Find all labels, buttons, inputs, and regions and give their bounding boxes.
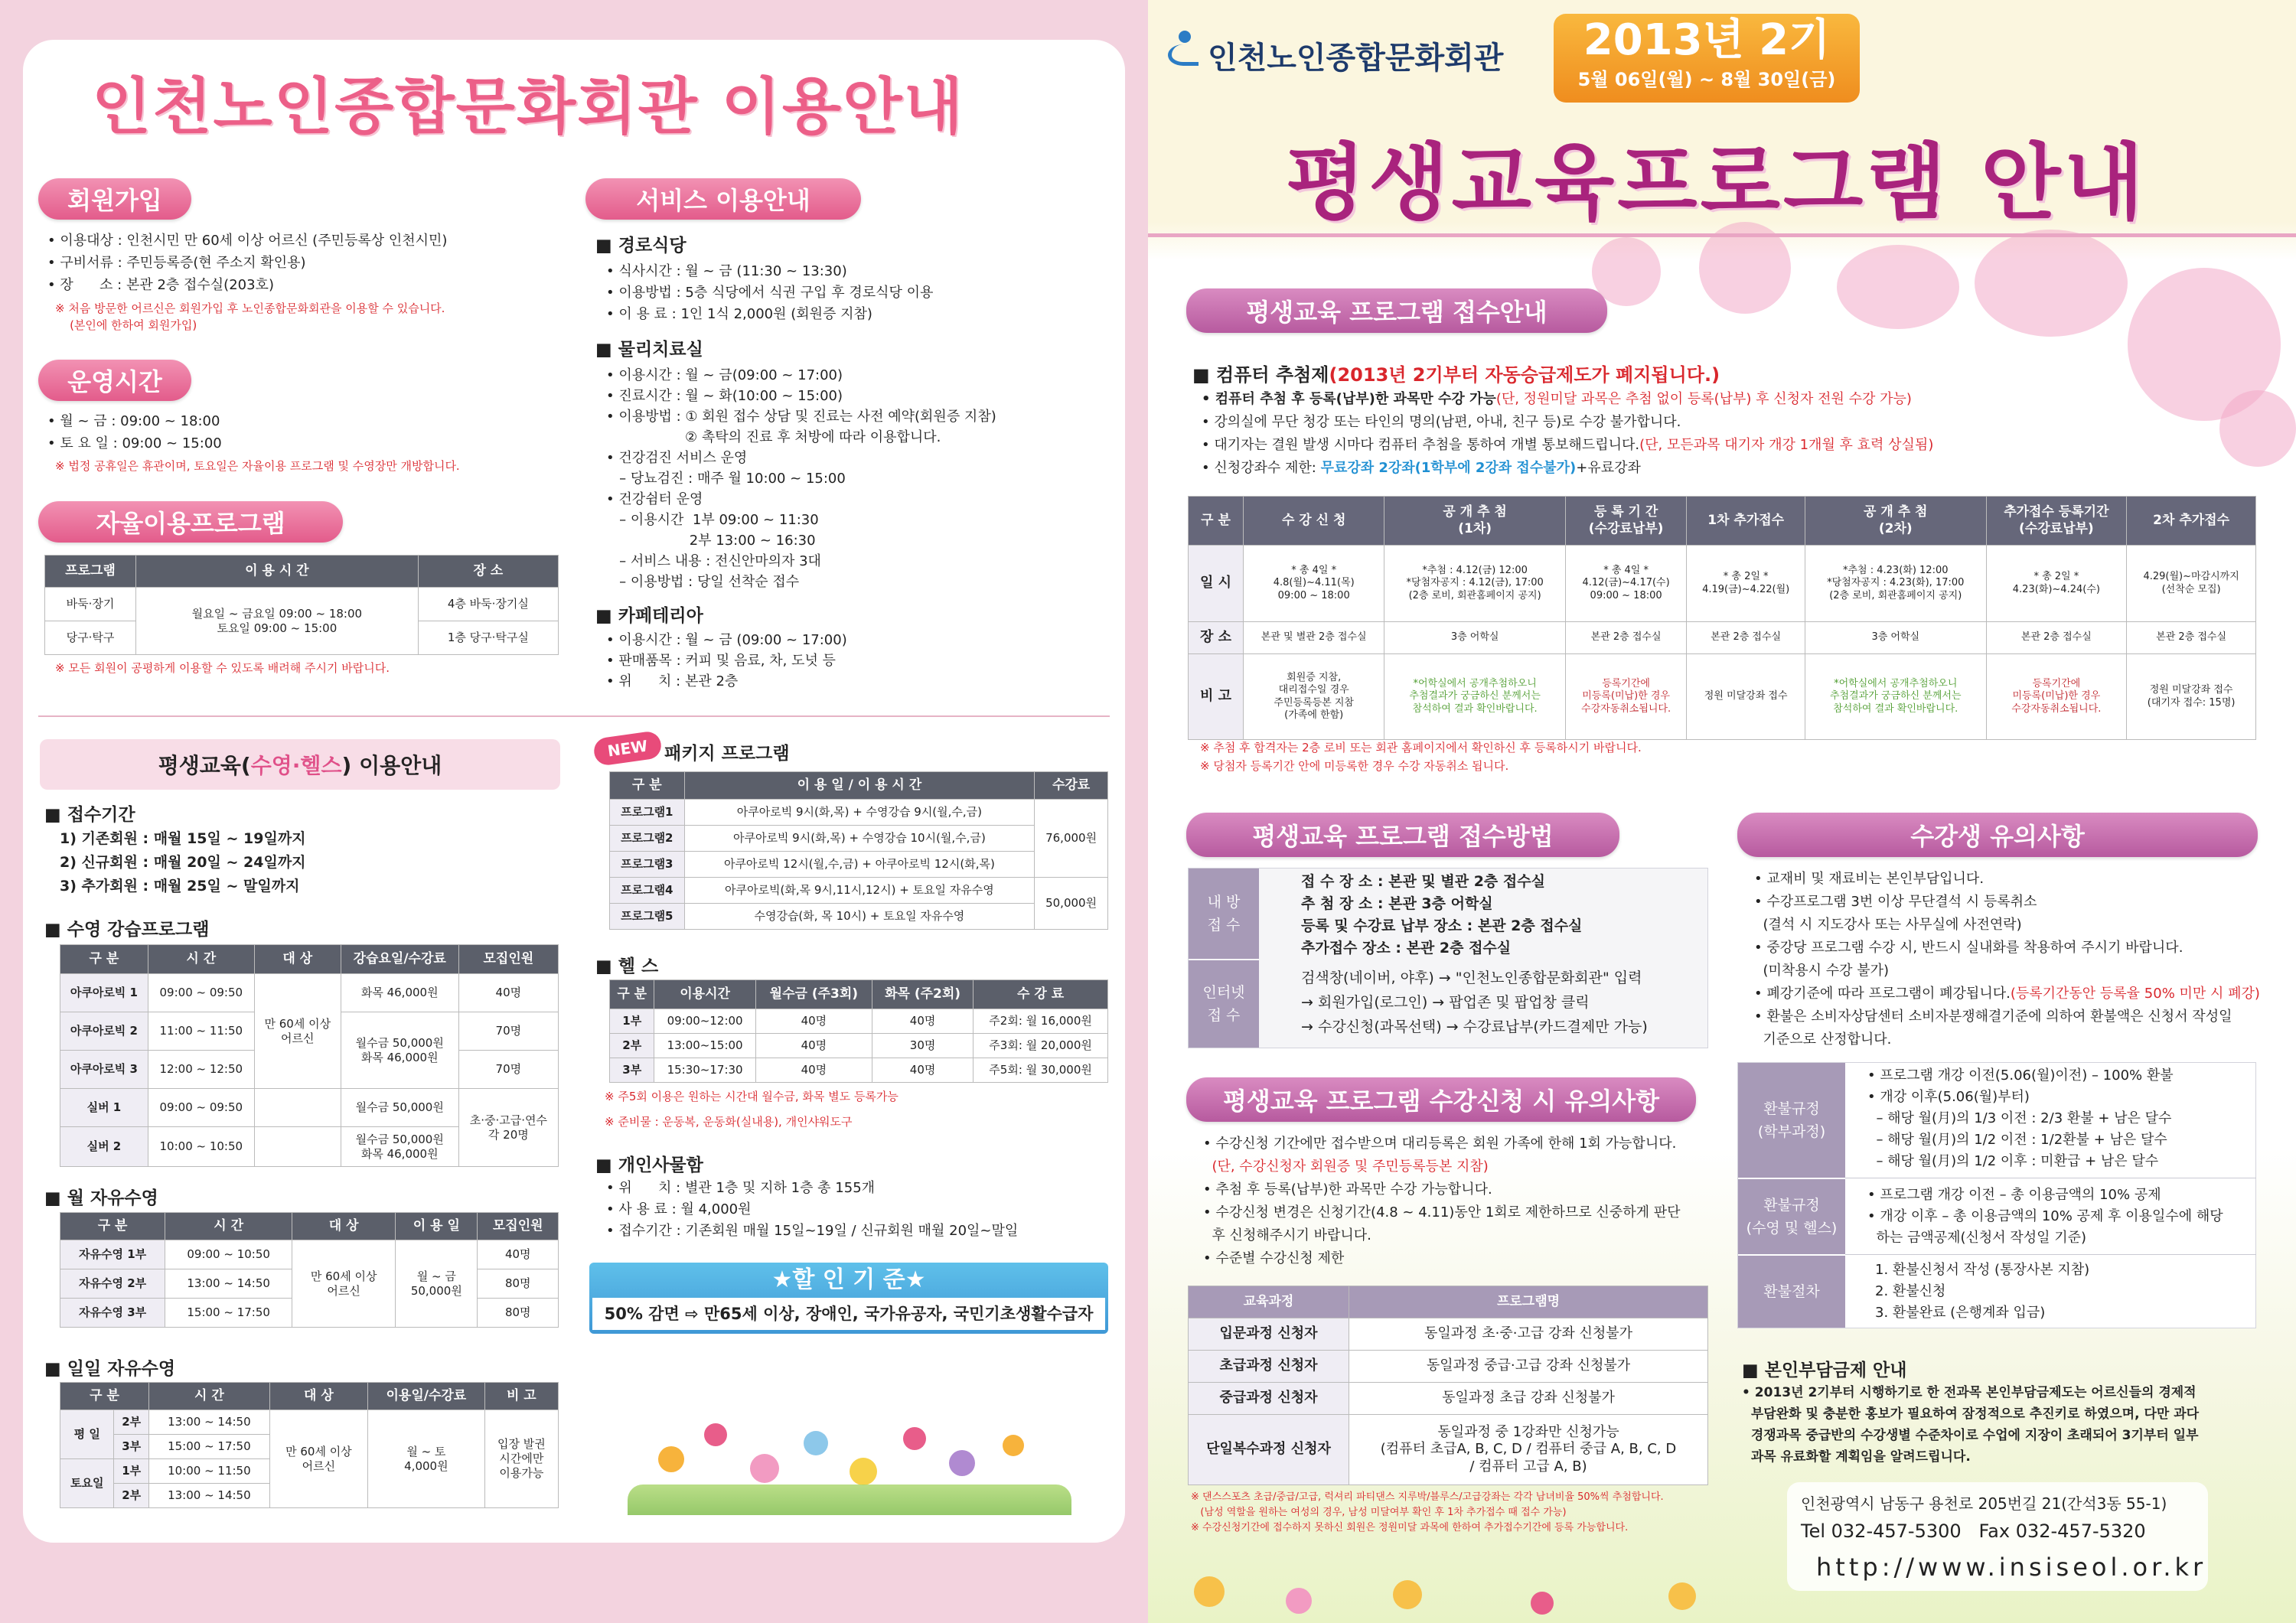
term-title: 2013년 2기 [1583, 15, 1831, 65]
table-cell: 09:00 ~ 09:50 [148, 974, 254, 1012]
table-cell: 동일과정 초급 강좌 신청불가 [1349, 1383, 1708, 1415]
cafe-title: ■ 카페테리아 [595, 606, 703, 626]
health-table [609, 979, 1108, 1083]
reg-line: 1) 기존회원 : 매월 15일 ~ 19일까지 [60, 830, 306, 847]
col-header: 이 용 시 간 [136, 556, 419, 588]
col-header: 구 분 [610, 980, 654, 1009]
phone-fax: Tel 032-457-5300 Fax 032-457-5320 [1801, 1520, 2146, 1542]
table-cell: 초급과정 신청자 [1189, 1351, 1349, 1383]
col-header: 등 록 기 간 (수강료납부) [1565, 497, 1686, 546]
membership-note: ※ 처음 방문한 어르신은 회원가입 후 노인종합문화회관을 이용할 수 있습니다. (본인에 한하여 회원가입) [55, 301, 445, 332]
reg-line: 3) 추가회원 : 매월 25일 ~ 말일까지 [60, 878, 300, 895]
table-cell: 80명 [478, 1299, 559, 1328]
table-cell: 1층 당구·탁구실 [418, 621, 558, 655]
cautions-note: (남성 역할을 원하는 여성의 경우, 남성 미달여부 확인 후 1차 추가접수 때 접수 가능) [1191, 1507, 1567, 1518]
refund2-label: 환불규정 (수영 및 헬스) [1738, 1179, 1845, 1254]
student-line: (미착용시 수강 불가) [1754, 963, 1890, 979]
student-line [1754, 983, 2260, 1005]
col-header: 대 상 [292, 1213, 396, 1240]
table-cell: 등록기간에 미등록(미납)한 경우 수강자동취소됩니다. [1986, 654, 2127, 740]
col-header: 구 분 [60, 1213, 165, 1240]
table-cell: 자유수영 3부 [60, 1299, 165, 1328]
therapy-line: – 서비스 내용 : 전신안마의자 3대 [606, 553, 821, 569]
table-cell: 본관 및 별관 2층 접수실 [1244, 622, 1384, 654]
col-header: 이용일/수강료 [368, 1383, 485, 1410]
table-cell: 10:00 ~ 10:50 [148, 1127, 254, 1167]
col-header: 시 간 [148, 945, 254, 974]
free-use-heading: 자율이용프로그램 [38, 501, 343, 543]
table-cell: 09:00 ~ 09:50 [148, 1089, 254, 1127]
table-cell: 4.29(월)~마감시까지 (선착순 모집) [2127, 546, 2256, 622]
address: 인천광역시 남동구 용천로 205번길 21(간석3동 55-1) [1801, 1494, 2167, 1513]
student-line: • 수강프로그램 3번 이상 무단결석 시 등록취소 [1754, 894, 2037, 910]
table-cell: 만 60세 이상 어르신 [292, 1240, 396, 1328]
caution-line: • 수준별 수강신청 제한 [1203, 1250, 1345, 1266]
col-header: 교육과정 [1189, 1286, 1349, 1318]
level-table [1188, 1286, 1708, 1485]
table-cell: 본관 2층 접수실 [1565, 622, 1686, 654]
cafe-line: • 판매품목 : 커피 및 음료, 차, 도넛 등 [606, 653, 836, 669]
table-cell: 13:00~15:00 [654, 1034, 755, 1058]
table-cell: 1부 [610, 1009, 654, 1034]
table-cell: 10:00 ~ 11:50 [148, 1459, 269, 1484]
table-cell: 입문과정 신청자 [1189, 1318, 1349, 1351]
table-cell: 76,000원 [1035, 800, 1108, 878]
org-name: 인천노인종합문화회관 [1208, 41, 1504, 76]
table-cell: 입장 발권 시간에만 이용가능 [484, 1410, 558, 1508]
lottery-label: ■ 컴퓨터 추첨제 [1192, 364, 1329, 386]
line-highlight: 무료강좌 2강좌(1학부에 2강좌 접수불가) [1320, 460, 1577, 476]
table-cell: 09:00 ~ 10:50 [165, 1240, 292, 1269]
therapy-line: • 진료시간 : 월 ~ 화(10:00 ~ 15:00) [606, 388, 843, 404]
table-cell: 40명 [755, 1009, 872, 1034]
swim-health-heading [40, 739, 560, 790]
discount-text: 50% 감면 ⇨ 만65세 이상, 장애인, 국가유공자, 국민기초생활수급자 [592, 1298, 1105, 1330]
table-cell: 월 ~ 금 50,000원 [396, 1240, 478, 1328]
table-cell: 50,000원 [1035, 878, 1108, 930]
table-cell: 13:00 ~ 14:50 [148, 1410, 269, 1435]
table-cell: 본관 2층 접수실 [2127, 622, 2256, 654]
month-swim-table [60, 1212, 559, 1328]
students-heading: 수강생 유의사항 [1737, 813, 2258, 857]
hours-heading: 운영시간 [38, 360, 191, 401]
reception-line [1202, 457, 1641, 479]
table-cell: 70명 [458, 1012, 558, 1051]
therapy-line: • 건강검진 서비스 운영 [606, 450, 748, 466]
dining-line: • 식사시간 : 월 ~ 금 (11:30 ~ 13:30) [606, 263, 847, 279]
table-cell: 평 일 [60, 1410, 114, 1459]
table-cell: 일 시 [1189, 546, 1244, 622]
table-cell: 3부 [114, 1435, 149, 1459]
table-cell: 2부 [114, 1484, 149, 1508]
table-cell: 자유수영 1부 [60, 1240, 165, 1269]
col-header: 모집인원 [458, 945, 558, 974]
table-cell: 월수금 50,000원 [341, 1089, 458, 1127]
table-cell: 단일복수과정 신청자 [1189, 1415, 1349, 1485]
day-swim-table [60, 1382, 559, 1508]
copay-text: • 2013년 2기부터 시행하기로 한 전과목 본인부담금제도는 어르신들의 경제적 부담완화 및 충분한 홍보가 필요하여 잠정적으로 추진키로 하였으며, 다만 과다 경쟁과목 중급반의 수강생별 수준차이로 수업에 지장이 초래되어 3기부터 일부 과목 유료화할 계획임을 알려드립니다. [1742, 1385, 2200, 1465]
membership-line: • 이용대상 : 인천시민 만 60세 이상 어르신 (주민등록상 인천시민) [47, 233, 448, 249]
membership-line: • 구비서류 : 주민등록증(현 주소지 확인용) [47, 255, 306, 271]
discount-title: ★할 인 기 준★ [771, 1266, 926, 1293]
table-cell: 본관 2층 접수실 [1687, 622, 1805, 654]
therapy-line: – 이용시간 1부 09:00 ~ 11:30 [606, 512, 819, 528]
table-cell: 40명 [458, 974, 558, 1012]
caution-line: • 추첨 후 등록(납부)한 과목만 수강 가능합니다. [1203, 1181, 1492, 1198]
cautions-note: ※ 수강신청기간에 접수하지 못하신 회원은 정원미달 과목에 한하여 추가접수기간에 등록 가능합니다. [1191, 1522, 1629, 1533]
table-cell: 당구·탁구 [45, 621, 136, 655]
col-header: 구 분 [60, 1383, 149, 1410]
table-cell: 만 60세 이상 어르신 [269, 1410, 367, 1508]
col-header: 2차 추가접수 [2127, 497, 2256, 546]
col-header: 1차 추가접수 [1687, 497, 1805, 546]
table-cell: 비 고 [1189, 654, 1244, 740]
col-header: 구 분 [60, 945, 148, 974]
table-cell: 회원증 지참, 대리접수일 경우 주민등록등본 지참 (가족에 한함) [1244, 654, 1384, 740]
therapy-line: – 이용방법 : 당일 선착순 접수 [606, 574, 800, 590]
lesson-title: ■ 수영 강습프로그램 [44, 920, 210, 940]
health-note: ※ 준비물 : 운동복, 운동화(실내용), 개인샤워도구 [605, 1115, 853, 1129]
refund1-line: – 해당 월(月)의 1/2 이후 : 미환급 + 남은 달수 [1867, 1153, 2159, 1169]
caution-line: 후 신청해주시기 바랍니다. [1203, 1227, 1371, 1243]
table-cell: 월요일 ~ 금요일 09:00 ~ 18:00 토요일 09:00 ~ 15:00 [136, 588, 419, 655]
table-cell: 아쿠아로빅 2 [60, 1012, 148, 1051]
visit-line: 등록 및 수강료 납부 장소 : 본관 2층 접수실 [1301, 917, 1583, 934]
table-cell: 80명 [478, 1269, 559, 1299]
table-cell: *추첨 : 4.12(금) 12:00 *당첨자공지 : 4.12(금), 17:00 (2층 로비, 회관홈페이지 공지) [1384, 546, 1565, 622]
refund2-line: • 프로그램 개강 이전 – 총 이용금액의 10% 공제 [1867, 1187, 2161, 1203]
col-header: 구 분 [610, 772, 685, 800]
table-cell: 만 60세 이상 어르신 [254, 974, 341, 1089]
new-badge: NEW [592, 730, 663, 767]
hours-line: • 월 ~ 금 : 09:00 ~ 18:00 [47, 413, 220, 429]
table-cell: 15:00 ~ 17:50 [148, 1435, 269, 1459]
table-cell: 주3회: 월 20,000원 [974, 1034, 1108, 1058]
table-cell: 40명 [872, 1009, 974, 1034]
col-header: 모집인원 [478, 1213, 559, 1240]
heading-highlight: 수영·헬스 [250, 753, 342, 778]
col-header: 월수금 (주3회) [755, 980, 872, 1009]
table-cell: 아쿠아로빅(화,목 9시,11시,12시) + 토요일 자유수영 [684, 878, 1035, 904]
col-header: 프로그램명 [1349, 1286, 1708, 1318]
visit-line: 접 수 장 소 : 본관 및 별관 2층 접수실 [1301, 873, 1545, 890]
cafe-line: • 위 치 : 본관 2층 [606, 673, 739, 689]
col-header: 수 강 신 청 [1244, 497, 1384, 546]
visit-line: 추가접수 장소 : 본관 2층 접수실 [1301, 940, 1512, 957]
refund1-label: 환불규정 (학부과정) [1738, 1063, 1845, 1178]
dining-line: • 이 용 료 : 1인 1식 2,000원 (회원증 지참) [606, 306, 872, 322]
reception-line: • 강의실에 무단 청강 또는 타인의 명의(남편, 아내, 친구 등)로 수강 불가합니다. [1202, 414, 1681, 430]
reception-note: ※ 추첨 후 합격자는 2층 로비 또는 회관 홈페이지에서 확인하신 후 등록하시기 바랍니다. [1200, 741, 1642, 754]
table-cell: 40명 [872, 1058, 974, 1083]
health-title: ■ 헬 스 [595, 957, 659, 976]
col-header: 화목 (주2회) [872, 980, 974, 1009]
therapy-line: • 건강쉼터 운영 [606, 491, 703, 507]
line-text: • 대기자는 결원 발생 시마다 컴퓨터 추첨을 통하여 개별 통보해드립니다. [1202, 437, 1640, 453]
table-cell: 동일과정 중 1강좌만 신청가능 (컴퓨터 초급A, B, C, D / 컴퓨터 중급 A, B, C, D / 컴퓨터 고급 A, B) [1349, 1415, 1708, 1485]
col-header: 공 개 추 첨 (2차) [1805, 497, 1986, 546]
package-table [609, 771, 1108, 930]
therapy-line: 2부 13:00 ~ 16:30 [606, 533, 816, 549]
table-cell: 정원 미달강좌 접수 (대기자 접수: 15명) [2127, 654, 2256, 740]
table-cell: 아쿠아로빅 12시(월,수,금) + 아쿠아로빅 12시(화,목) [684, 852, 1035, 878]
dining-line: • 이용방법 : 5층 식당에서 식권 구입 후 경로식당 이용 [606, 285, 934, 301]
table-cell: *추첨 : 4.23(화) 12:00 *당첨자공지 : 4.23(화), 17:00 (2층 로비, 회관홈페이지 공지) [1805, 546, 1986, 622]
refund2-line: • 개강 이후 – 총 이용금액의 10% 공제 후 이용일수에 해당 [1867, 1208, 2223, 1224]
refund2-line: 하는 금액공제(신청서 작성일 기준) [1867, 1230, 2087, 1246]
table-cell: 자유수영 2부 [60, 1269, 165, 1299]
lottery-notice: (2013년 2기부터 자동승급제도가 폐지됩니다.) [1329, 364, 1720, 386]
table-cell: 3층 어학실 [1384, 622, 1565, 654]
therapy-title: ■ 물리치료실 [595, 340, 703, 360]
flower-decoration [628, 1400, 1071, 1523]
refund1-line: – 해당 월(月)의 1/3 이전 : 2/3 환불 + 남은 달수 [1867, 1110, 2172, 1126]
table-cell: 2부 [114, 1410, 149, 1435]
table-cell: 초·중·고급·연수 각 20명 [458, 1089, 558, 1167]
section-divider [38, 715, 1110, 717]
table-cell: 40명 [478, 1240, 559, 1269]
therapy-line: • 이용방법 : ① 회원 접수 상담 및 진료는 사전 예약(회원증 지참) [606, 409, 996, 425]
col-header: 시 간 [165, 1213, 292, 1240]
free-use-note: ※ 모든 회원이 공평하게 이용할 수 있도록 배려해 주시기 바랍니다. [55, 661, 390, 675]
table-cell: *어학실에서 공개추첨하오니 추첨결과가 궁금하신 분께서는 참석하여 결과 확인바랍니다. [1805, 654, 1986, 740]
therapy-line: • 이용시간 : 월 ~ 금(09:00 ~ 17:00) [606, 367, 843, 383]
internet-line: → 회원가입(로그인) → 팝업존 및 팝업창 클릭 [1301, 994, 1590, 1011]
table-cell: 40명 [755, 1058, 872, 1083]
internet-line: 검색창(네이버, 야후) → "인천노인종합문화회관" 입력 [1301, 970, 1642, 986]
meadow-decoration [1148, 1561, 1776, 1623]
reg-period-title: ■ 접수기간 [44, 805, 135, 825]
cautions-heading: 평생교육 프로그램 수강신청 시 유의사항 [1186, 1077, 1696, 1122]
hours-note: ※ 법정 공휴일은 휴관이며, 토요일은 자율이용 프로그램 및 수영장만 개방합니다. [55, 459, 460, 473]
table-cell: 수영강습(화, 목 10시) + 토요일 자유수영 [684, 904, 1035, 930]
dining-title: ■ 경로식당 [595, 236, 687, 256]
table-cell [254, 1089, 341, 1127]
contact-box [1787, 1482, 2208, 1591]
student-line: (결석 시 지도강사 또는 사무실에 사전연락) [1754, 917, 2022, 933]
student-line: • 환불은 소비자상담센터 소비자분쟁해결기준에 의하여 환불액은 신청서 작성일 [1754, 1009, 2232, 1025]
refund-proc-line: 3. 환불완료 (은행계좌 입금) [1875, 1305, 2046, 1321]
internet-line: → 수강신청(과목선택) → 수강료납부(카드결제만 가능) [1301, 1018, 1648, 1035]
line-note: (등록기간동안 등록율 50% 미만 시 폐강) [2010, 986, 2260, 1002]
student-line: • 중강당 프로그램 수강 시, 반드시 실내화를 착용하여 주시기 바랍니다. [1754, 940, 2183, 956]
caution-line: • 수강신청 변경은 신청기간(4.8 ~ 4.11)동안 1회로 제한하므로 신중하게 판단 [1203, 1204, 1681, 1221]
internet-label: 인터넷 접 수 [1189, 960, 1259, 1048]
col-header: 대 상 [254, 945, 341, 974]
col-header: 구 분 [1189, 497, 1244, 546]
line-note: (단, 정원미달 과목은 추첨 없이 등록(납부) 후 신청자 전원 수강 가능) [1495, 391, 1912, 407]
heading-part: 평생교육( [158, 753, 251, 778]
table-cell: 프로그램2 [610, 826, 685, 852]
table-cell: 12:00 ~ 12:50 [148, 1051, 254, 1089]
package-title: 패키지 프로그램 [664, 744, 790, 764]
col-header: 공 개 추 첨 (1차) [1384, 497, 1565, 546]
discount-box [589, 1263, 1108, 1334]
caution-line: (단, 수강신청자 회원증 및 주민등록등본 지참) [1203, 1159, 1489, 1175]
line-text: • 폐강기준에 따라 프로그램이 폐강됩니다. [1754, 986, 2011, 1002]
table-cell: 아쿠아로빅 9시(화,목) + 수영강습 9시(월,수,금) [684, 800, 1035, 826]
table-cell: 아쿠아로빅 3 [60, 1051, 148, 1089]
col-header: 이 용 일 [396, 1213, 478, 1240]
table-cell: * 총 4일 * 4.8(월)~4.11(목) 09:00 ~ 18:00 [1244, 546, 1384, 622]
term-dates: 5월 06일(월) ~ 8월 30일(금) [1577, 69, 1836, 90]
student-line: 기준으로 산정합니다. [1754, 1031, 1892, 1048]
table-cell: 09:00~12:00 [654, 1009, 755, 1034]
table-cell: 바둑·장기 [45, 588, 136, 621]
therapy-line: – 당뇨검진 : 매주 월 10:00 ~ 15:00 [606, 471, 846, 487]
visit-label: 내 방 접 수 [1189, 869, 1259, 959]
month-swim-title: ■ 월 자유수영 [44, 1188, 158, 1208]
refund-proc-line: 2. 환불신청 [1875, 1283, 1946, 1299]
caution-line: • 수강신청 기간에만 접수받으며 대리등록은 회원 가족에 한해 1회 가능합니다. [1203, 1136, 1677, 1152]
heading-part: ) 이용안내 [341, 753, 442, 778]
table-cell: 월수금 50,000원 화목 46,000원 [341, 1012, 458, 1089]
day-swim-title: ■ 일일 자유수영 [44, 1359, 176, 1379]
table-cell: 주2회: 월 16,000원 [974, 1009, 1108, 1034]
table-cell: 주5회: 월 30,000원 [974, 1058, 1108, 1083]
refund-divider [1845, 1254, 2256, 1255]
table-cell: 프로그램5 [610, 904, 685, 930]
locker-line: • 사 용 료 : 월 4,000원 [606, 1201, 752, 1217]
table-cell: 실버 2 [60, 1127, 148, 1167]
table-cell: 화목 46,000원 [341, 974, 458, 1012]
table-cell [254, 1127, 341, 1167]
table-cell: 월수금 50,000원 화목 46,000원 [341, 1127, 458, 1167]
lesson-table [60, 944, 559, 1167]
refund-proc-label: 환불절차 [1738, 1256, 1845, 1328]
table-cell: 월 ~ 토 4,000원 [368, 1410, 485, 1508]
table-cell: 프로그램1 [610, 800, 685, 826]
col-header: 강습요일/수강료 [341, 945, 458, 974]
table-cell: 아쿠아로빅 9시(화,목) + 수영강습 10시(월,수,금) [684, 826, 1035, 852]
table-cell: 프로그램3 [610, 852, 685, 878]
reception-line [1202, 388, 1912, 410]
copay-title: ■ 본인부담금제 안내 [1742, 1361, 1907, 1380]
col-header: 비 고 [484, 1383, 558, 1410]
org-logo-icon [1166, 31, 1200, 69]
right-main-title: 평생교육프로그램 안내 [1286, 135, 2147, 231]
line-text: +유료강좌 [1576, 460, 1641, 476]
table-cell: 등록기간에 미등록(미납)한 경우 수강자동취소됩니다. [1565, 654, 1686, 740]
therapy-line: ② 촉탁의 진료 후 처방에 따라 이용합니다. [606, 429, 941, 445]
refund-proc-line: 1. 환불신청서 작성 (통장사본 지참) [1875, 1262, 2090, 1278]
table-cell: 11:00 ~ 11:50 [148, 1012, 254, 1051]
line-text: • 컴퓨터 추첨 후 등록(납부)한 과목만 수강 가능 [1202, 391, 1496, 407]
table-cell: 아쿠아로빅 1 [60, 974, 148, 1012]
col-header: 이 용 일 / 이 용 시 간 [684, 772, 1035, 800]
table-cell: 3층 어학실 [1805, 622, 1986, 654]
col-header: 수강료 [1035, 772, 1108, 800]
table-cell: *어학실에서 공개추첨하오니 추첨결과가 궁금하신 분께서는 참석하여 결과 확인바랍니다. [1384, 654, 1565, 740]
table-cell: 4층 바둑·장기실 [418, 588, 558, 621]
services-heading: 서비스 이용안내 [585, 178, 861, 220]
table-cell: * 총 4일 * 4.12(금)~4.17(수) 09:00 ~ 18:00 [1565, 546, 1686, 622]
table-cell: 13:00 ~ 14:50 [148, 1484, 269, 1508]
lottery-title [1192, 360, 1720, 386]
membership-line: • 장 소 : 본관 2층 접수실(203호) [47, 277, 274, 293]
col-header: 시 간 [148, 1383, 269, 1410]
col-header: 프로그램 [45, 556, 136, 588]
left-main-title: 인천노인종합문화회관 이용안내 [92, 71, 964, 142]
locker-line: • 접수기간 : 기존회원 매월 15일~19일 / 신규회원 매월 20일~말일 [606, 1223, 1019, 1239]
hours-line: • 토 요 일 : 09:00 ~ 15:00 [47, 435, 222, 451]
refund1-line: • 프로그램 개강 이전(5.06(월)이전) – 100% 환불 [1867, 1067, 2174, 1084]
col-header: 수 강 료 [974, 980, 1108, 1009]
membership-heading: 회원가입 [38, 178, 191, 220]
homepage-link[interactable]: http://www.insiseol.or.kr [1816, 1553, 2207, 1582]
table-cell: 장 소 [1189, 622, 1244, 654]
line-text: • 신청강좌수 제한: [1202, 460, 1321, 476]
col-header: 장 소 [418, 556, 558, 588]
refund1-line: • 개강 이후(5.06(월)부터) [1867, 1089, 2030, 1105]
table-cell: 70명 [458, 1051, 558, 1089]
reg-line: 2) 신규회원 : 매월 20일 ~ 24일까지 [60, 854, 306, 871]
refund1-line: – 해당 월(月)의 1/2 이전 : 1/2환불 + 남은 달수 [1867, 1132, 2167, 1148]
student-line: • 교재비 및 재료비는 본인부담입니다. [1754, 871, 1985, 887]
table-cell: * 총 2일 * 4.19(금)~4.22(월) [1687, 546, 1805, 622]
table-cell: 동일과정 초·중·고급 강좌 신청불가 [1349, 1318, 1708, 1351]
table-cell: 2부 [610, 1034, 654, 1058]
table-cell: 정원 미달강좌 접수 [1687, 654, 1805, 740]
line-note: (단, 모든과목 대기자 개강 1개월 후 효력 상실됨) [1639, 437, 1934, 453]
table-cell: 실버 1 [60, 1089, 148, 1127]
table-cell: 30명 [872, 1034, 974, 1058]
col-header: 대 상 [269, 1383, 367, 1410]
table-cell: 40명 [755, 1034, 872, 1058]
locker-title: ■ 개인사물함 [595, 1155, 703, 1175]
col-header: 이용시간 [654, 980, 755, 1009]
cafe-line: • 이용시간 : 월 ~ 금 (09:00 ~ 17:00) [606, 632, 847, 648]
locker-line: • 위 치 : 별관 1층 및 지하 1층 총 155개 [606, 1180, 876, 1196]
table-cell: 1부 [114, 1459, 149, 1484]
term-badge [1554, 14, 1860, 103]
table-cell: 3부 [610, 1058, 654, 1083]
cautions-note: ※ 댄스스포츠 초급/중급/고급, 럭셔리 파티댄스 지루박/블루스/고급강좌는 각각 남녀비율 50%씩 추첨합니다. [1191, 1491, 1664, 1503]
table-cell: 13:00 ~ 14:50 [165, 1269, 292, 1299]
method-heading: 평생교육 프로그램 접수방법 [1186, 813, 1619, 857]
table-cell: 동일과정 중급·고급 강좌 신청불가 [1349, 1351, 1708, 1383]
table-cell: 중급과정 신청자 [1189, 1383, 1349, 1415]
health-note: ※ 주5회 이용은 원하는 시간대 월수금, 화목 별도 등록가능 [605, 1090, 899, 1103]
table-cell: 토요일 [60, 1459, 114, 1508]
table-cell: * 총 2일 * 4.23(화)~4.24(수) [1986, 546, 2127, 622]
reception-heading: 평생교육 프로그램 접수안내 [1186, 288, 1607, 333]
table-cell: 15:00 ~ 17:50 [165, 1299, 292, 1328]
reception-note: ※ 당첨자 등록기간 안에 미등록한 경우 수강 자동취소 됩니다. [1200, 759, 1509, 773]
table-cell: 프로그램4 [610, 878, 685, 904]
free-use-table [44, 555, 559, 655]
reception-line [1202, 434, 1933, 456]
schedule-table [1188, 496, 2256, 740]
visit-line: 추 첨 장 소 : 본관 3층 어학실 [1301, 895, 1493, 912]
col-header: 추가접수 등록기간 (수강료납부) [1986, 497, 2127, 546]
table-cell: 15:30~17:30 [654, 1058, 755, 1083]
table-cell: 본관 2층 접수실 [1986, 622, 2127, 654]
